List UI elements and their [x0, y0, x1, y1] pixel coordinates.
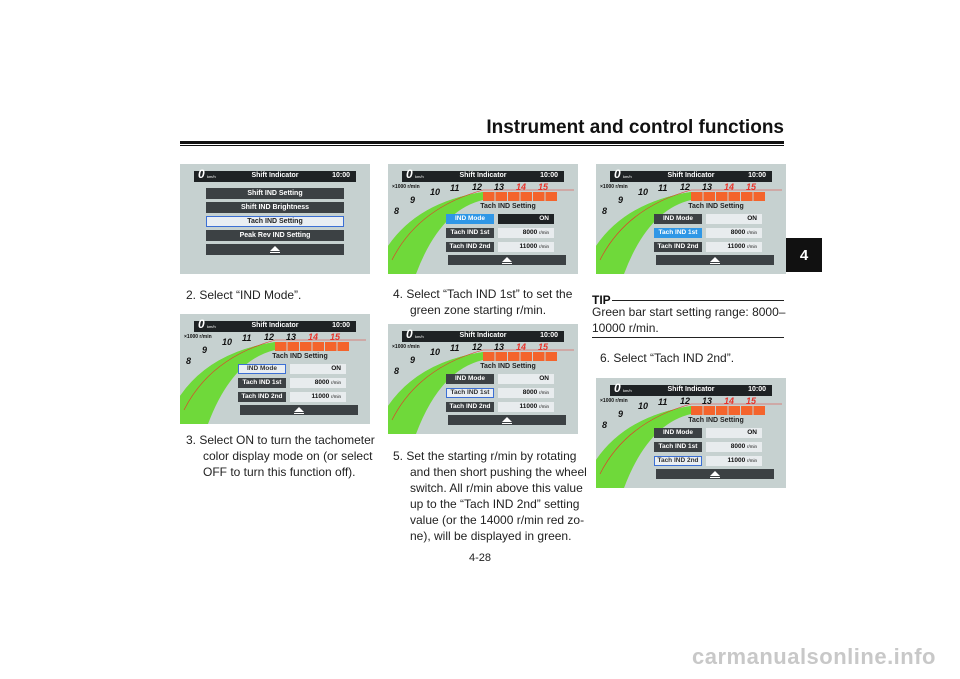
- speed-readout: 0: [614, 381, 621, 395]
- scale-number: 12: [680, 182, 691, 192]
- speed-unit: km/h: [415, 334, 424, 339]
- scale-number: 9: [618, 195, 624, 205]
- red-zone-segment: [716, 406, 728, 415]
- menu-peak-rev-ind-setting[interactable]: Peak Rev IND Setting: [206, 230, 344, 241]
- scale-number: 12: [264, 332, 275, 342]
- topbar: [194, 317, 356, 332]
- tach-ind-1st-value[interactable]: 8000 r/min: [706, 228, 762, 238]
- speed-readout: 0: [614, 167, 621, 181]
- eject-icon: [710, 257, 720, 262]
- scale-number: 11: [450, 343, 460, 353]
- ind-mode-value[interactable]: ON: [498, 374, 554, 384]
- red-zone-segment: [483, 192, 495, 201]
- red-zone-segment: [533, 192, 545, 201]
- tach-ind-2nd-item[interactable]: Tach IND 2nd: [654, 456, 702, 466]
- scale-number: 12: [472, 182, 483, 192]
- topbar-title: Shift Indicator: [667, 172, 715, 179]
- screen-tach-ind-2nd-selected: [596, 378, 786, 488]
- topbar-title: Shift Indicator: [251, 172, 299, 179]
- ind-mode-value[interactable]: ON: [290, 364, 346, 374]
- topbar-title: Shift Indicator: [667, 386, 715, 393]
- red-zone-segment: [704, 192, 716, 201]
- red-zone-segment: [741, 192, 753, 201]
- speed-unit: km/h: [623, 174, 632, 179]
- tach-ind-1st-value[interactable]: 8000 r/min: [498, 228, 554, 238]
- step-3-line3: OFF to turn this function off).: [203, 465, 356, 479]
- tach-ind-setting-title: Tach IND Setting: [688, 417, 744, 424]
- tach-ind-setting-title: Tach IND Setting: [480, 363, 536, 370]
- rpm-unit-label: ×1000 r/min: [600, 398, 628, 404]
- scale-number: 8: [394, 366, 400, 376]
- scale-number: 10: [430, 187, 441, 197]
- tach-ind-1st-item[interactable]: Tach IND 1st: [238, 378, 286, 388]
- red-zone-segment: [533, 352, 545, 361]
- topbar-title: Shift Indicator: [459, 172, 507, 179]
- clock: 10:00: [332, 172, 350, 179]
- rpm-unit-label: ×1000 r/min: [392, 184, 420, 190]
- red-zone-segment: [691, 192, 703, 201]
- clock: 10:00: [332, 322, 350, 329]
- red-zone-segment: [754, 192, 766, 201]
- speed-readout: 0: [406, 167, 413, 181]
- ind-mode-item[interactable]: IND Mode: [446, 214, 494, 224]
- scale-number: 15: [746, 396, 757, 406]
- scale-number: 14: [724, 396, 735, 406]
- speed-readout: 0: [198, 167, 205, 181]
- scale-number: 9: [410, 195, 416, 205]
- tip-body: [592, 304, 786, 336]
- tach-ind-1st-item[interactable]: Tach IND 1st: [654, 442, 702, 452]
- scale-number: 11: [242, 333, 252, 343]
- tip-line-2: 10000 r/min.: [592, 321, 659, 335]
- tach-ind-2nd-item[interactable]: Tach IND 2nd: [446, 242, 494, 252]
- topbar-title: Shift Indicator: [459, 332, 507, 339]
- scale-number: 11: [658, 397, 668, 407]
- step-4-line2: green zone starting r/min.: [410, 303, 547, 317]
- tach-ind-1st-value[interactable]: 8000 r/min: [498, 388, 554, 398]
- tach-ind-2nd-value[interactable]: 11000 r/min: [706, 242, 762, 252]
- scale-number: 14: [724, 182, 735, 192]
- chapter-tab: 4: [786, 238, 822, 272]
- topbar: [194, 167, 356, 182]
- tach-ind-1st-value[interactable]: 8000 r/min: [290, 378, 346, 388]
- clock: 10:00: [748, 172, 766, 179]
- scale-number: 9: [410, 355, 416, 365]
- red-zone-segment: [483, 352, 495, 361]
- scale-number: 8: [602, 206, 608, 216]
- red-zone-segment: [546, 192, 558, 201]
- tach-ind-2nd-value[interactable]: 11000 r/min: [706, 456, 762, 466]
- menu-shift-ind-brightness[interactable]: Shift IND Brightness: [206, 202, 344, 213]
- scale-number: 10: [222, 337, 233, 347]
- speed-readout: 0: [406, 327, 413, 341]
- speed-unit: km/h: [623, 388, 632, 393]
- screen-ind-mode-selected: [180, 314, 370, 424]
- red-zone-segment: [338, 342, 350, 351]
- eject-button[interactable]: [240, 405, 358, 415]
- step-3-line2: color display mode on (or select: [203, 449, 373, 463]
- scale-number: 14: [516, 182, 527, 192]
- scale-number: 12: [680, 396, 691, 406]
- watermark: carmanualsonline.info: [692, 644, 936, 669]
- ind-mode-item[interactable]: IND Mode: [654, 214, 702, 224]
- step-6: 6. Select “Tach IND 2nd”.: [600, 351, 735, 365]
- rpm-unit-label: ×1000 r/min: [392, 344, 420, 350]
- red-zone-segment: [300, 342, 312, 351]
- scale-number: 13: [702, 396, 713, 406]
- scale-number: 15: [746, 182, 757, 192]
- scale-number: 8: [602, 420, 608, 430]
- topbar: [402, 167, 564, 182]
- eject-icon: [270, 246, 280, 251]
- tach-ind-2nd-item[interactable]: Tach IND 2nd: [654, 242, 702, 252]
- scale-number: 13: [494, 182, 505, 192]
- step-5-line5: value (or the 14000 r/min red zo-: [410, 513, 585, 527]
- red-zone-segment: [521, 192, 533, 201]
- scale-number: 11: [658, 183, 668, 193]
- eject-button[interactable]: [656, 255, 774, 265]
- eject-button[interactable]: [206, 244, 344, 255]
- tach-ind-2nd-value[interactable]: 11000 r/min: [290, 392, 346, 402]
- screen-menu: [180, 164, 370, 274]
- scale-number: 10: [638, 401, 649, 411]
- red-zone-segment: [288, 342, 300, 351]
- scale-number: 15: [538, 182, 549, 192]
- tach-ind-2nd-item[interactable]: Tach IND 2nd: [446, 402, 494, 412]
- scale-number: 13: [702, 182, 713, 192]
- tach-ind-1st-item[interactable]: Tach IND 1st: [654, 228, 702, 238]
- eject-icon: [294, 407, 304, 412]
- scale-number: 14: [516, 342, 527, 352]
- eject-icon: [710, 471, 720, 476]
- scale-number: 8: [394, 206, 400, 216]
- scale-number: 12: [472, 342, 483, 352]
- tach-ind-1st-value[interactable]: 8000 r/min: [706, 442, 762, 452]
- step-2: 2. Select “IND Mode”.: [186, 288, 302, 302]
- tip-heading: TIP: [592, 293, 611, 307]
- ind-mode-item[interactable]: IND Mode: [238, 364, 286, 374]
- step-5-line2: and then short pushing the wheel: [410, 465, 587, 479]
- red-zone-segment: [729, 406, 741, 415]
- scale-number: 9: [618, 409, 624, 419]
- scale-number: 10: [430, 347, 441, 357]
- red-zone-segment: [729, 192, 741, 201]
- screen-tach-ind-1st-set: [596, 164, 786, 274]
- ind-mode-item[interactable]: IND Mode: [654, 428, 702, 438]
- scale-number: 13: [494, 342, 505, 352]
- speed-unit: km/h: [207, 324, 216, 329]
- step-5-line4: up to the “Tach IND 2nd” setting: [410, 497, 580, 511]
- red-zone-segment: [508, 352, 520, 361]
- page-number: 4-28: [468, 552, 492, 564]
- topbar-title: Shift Indicator: [251, 322, 299, 329]
- ind-mode-value[interactable]: ON: [706, 428, 762, 438]
- screen-ind-mode-on: [388, 164, 578, 274]
- rpm-unit-label: ×1000 r/min: [184, 334, 212, 340]
- red-zone-segment: [496, 192, 508, 201]
- header-rule: [180, 141, 784, 144]
- speed-unit: km/h: [207, 174, 216, 179]
- red-zone-segment: [521, 352, 533, 361]
- eject-icon: [502, 417, 512, 422]
- red-zone-segment: [716, 192, 728, 201]
- scale-number: 10: [638, 187, 649, 197]
- step-4-line1: 4. Select “Tach IND 1st” to set the: [393, 287, 573, 301]
- tach-ind-1st-item[interactable]: Tach IND 1st: [446, 388, 494, 398]
- tach-ind-2nd-value[interactable]: 11000 r/min: [498, 242, 554, 252]
- tach-ind-1st-item[interactable]: Tach IND 1st: [446, 228, 494, 238]
- scale-number: 13: [286, 332, 297, 342]
- clock: 10:00: [748, 386, 766, 393]
- tip-rule-bottom: [592, 337, 784, 338]
- header-rule-thin: [180, 145, 784, 146]
- scale-number: 11: [450, 183, 460, 193]
- ind-mode-value[interactable]: ON: [706, 214, 762, 224]
- red-zone-segment: [741, 406, 753, 415]
- page-title: Instrument and control functions: [486, 117, 784, 138]
- red-zone-segment: [508, 192, 520, 201]
- red-zone-segment: [704, 406, 716, 415]
- step-5-line6: ne), will be displayed in green.: [410, 529, 572, 543]
- topbar: [402, 327, 564, 342]
- red-zone-segment: [275, 342, 287, 351]
- tip-line-1: Green bar start setting range: 8000–: [592, 305, 786, 319]
- eject-icon: [502, 257, 512, 262]
- speed-readout: 0: [198, 317, 205, 331]
- tach-ind-setting-title: Tach IND Setting: [480, 203, 536, 210]
- screen-tach-ind-1st-selected: [388, 324, 578, 434]
- step-5-line1: 5. Set the starting r/min by rotating: [393, 449, 577, 463]
- topbar: [610, 381, 772, 396]
- red-zone-segment: [691, 406, 703, 415]
- red-zone-segment: [313, 342, 325, 351]
- red-zone-segment: [754, 406, 766, 415]
- clock: 10:00: [540, 172, 558, 179]
- ind-mode-value[interactable]: ON: [498, 214, 554, 224]
- menu-shift-ind-setting[interactable]: Shift IND Setting: [206, 188, 344, 199]
- eject-button[interactable]: [656, 469, 774, 479]
- red-zone-segment: [496, 352, 508, 361]
- clock: 10:00: [540, 332, 558, 339]
- step-5-line3: switch. All r/min above this value: [410, 481, 583, 495]
- tip-rule-top: [612, 300, 784, 301]
- tach-ind-setting-title: Tach IND Setting: [688, 203, 744, 210]
- tach-ind-2nd-value[interactable]: 11000 r/min: [498, 402, 554, 412]
- menu-tach-ind-setting[interactable]: Tach IND Setting: [206, 216, 344, 227]
- ind-mode-item[interactable]: IND Mode: [446, 374, 494, 384]
- tach-ind-2nd-item[interactable]: Tach IND 2nd: [238, 392, 286, 402]
- step-3-line1: 3. Select ON to turn the tachometer: [186, 433, 375, 447]
- rpm-unit-label: ×1000 r/min: [600, 184, 628, 190]
- scale-number: 15: [538, 342, 549, 352]
- scale-number: 9: [202, 345, 208, 355]
- speed-unit: km/h: [415, 174, 424, 179]
- red-zone-segment: [325, 342, 337, 351]
- scale-number: 14: [308, 332, 319, 342]
- tach-ind-setting-title: Tach IND Setting: [272, 353, 328, 360]
- red-zone-segment: [546, 352, 558, 361]
- scale-number: 8: [186, 356, 192, 366]
- eject-button[interactable]: [448, 415, 566, 425]
- eject-button[interactable]: [448, 255, 566, 265]
- scale-number: 15: [330, 332, 341, 342]
- topbar: [610, 167, 772, 182]
